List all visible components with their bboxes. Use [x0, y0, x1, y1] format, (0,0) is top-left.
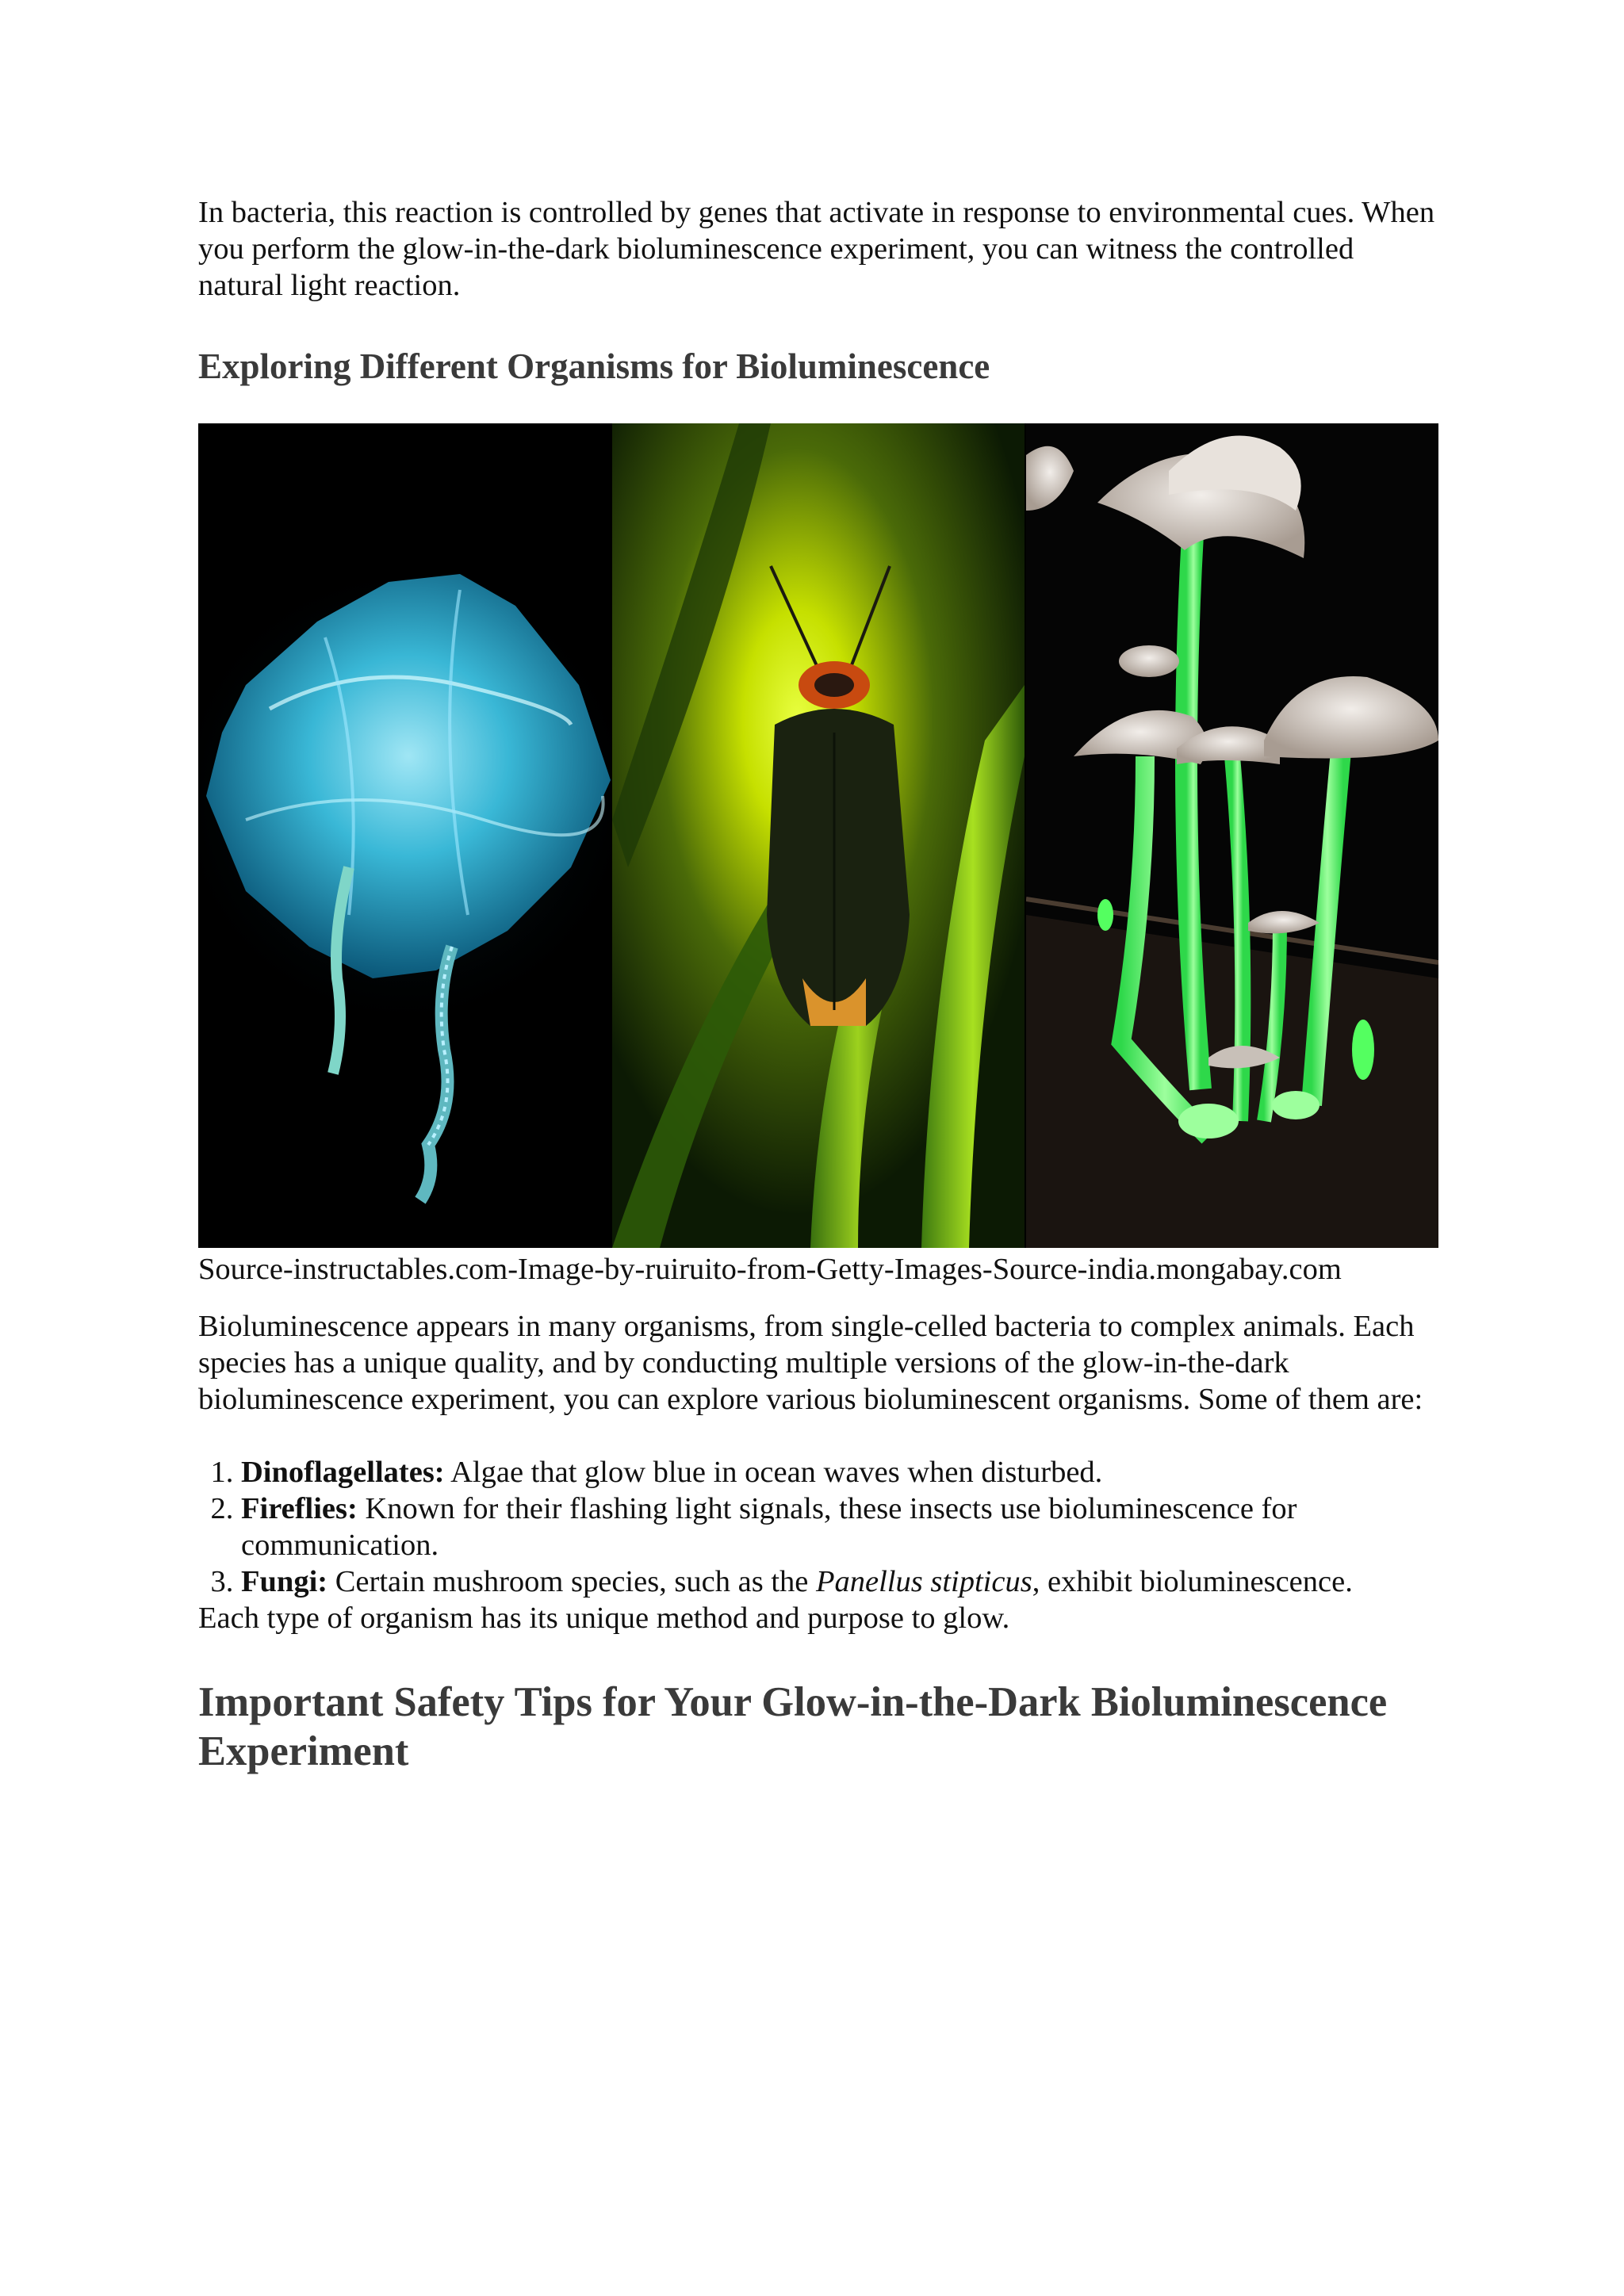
list-item-dinoflagellates [241, 1454, 1443, 1490]
list-item-fireflies [241, 1490, 1443, 1563]
species-name: Panellus stipticus [815, 1565, 1032, 1598]
figure-caption: Source-instructables.com-Image-by-ruiruito-from-Getty-Images-Source-india.mongabay.com [198, 1253, 1342, 1286]
organisms-paragraph: Bioluminescence appears in many organisms, from single-celled bacteria to complex animals. Each species has a unique quality, and by conducting multiple versions of the glow-in-the-dark bioluminescence experiment, you can explore various bioluminescent organisms. Some of them are: [198, 1310, 1423, 1416]
term-fungi: Fungi: [241, 1565, 328, 1598]
bioluminescence-figure [198, 423, 1438, 1248]
description-fireflies: Known for their flashing light signals, these insects use bioluminescence for communication. [241, 1492, 1297, 1562]
section-heading-organisms: Exploring Different Organisms for Bioluminescence [198, 346, 990, 386]
glowing-mushrooms-image [1026, 423, 1438, 1248]
list-item-fungi [241, 1563, 1443, 1600]
term-dinoflagellates: Dinoflagellates: [241, 1456, 445, 1489]
description-fungi-after: , exhibit bioluminescence. [1032, 1565, 1353, 1598]
section-heading-safety: Important Safety Tips for Your Glow-in-the-Dark Bioluminescence Experiment [198, 1679, 1388, 1774]
document-page [198, 194, 1443, 1776]
closing-sentence: Each type of organism has its unique method and purpose to glow. [198, 1601, 1010, 1635]
term-fireflies: Fireflies: [241, 1492, 358, 1525]
description-dinoflagellates: Algae that glow blue in ocean waves when disturbed. [444, 1456, 1103, 1489]
organisms-list [198, 1454, 1443, 1600]
intro-paragraph: In bacteria, this reaction is controlled by genes that activate in response to environmental cues. When you perform the glow-in-the-dark bioluminescence experiment, you can witness the controlled natural light reaction. [198, 196, 1435, 302]
firefly-image [612, 423, 1025, 1248]
description-fungi-before: Certain mushroom species, such as the [327, 1565, 816, 1598]
dinoflagellate-image [198, 423, 611, 1248]
